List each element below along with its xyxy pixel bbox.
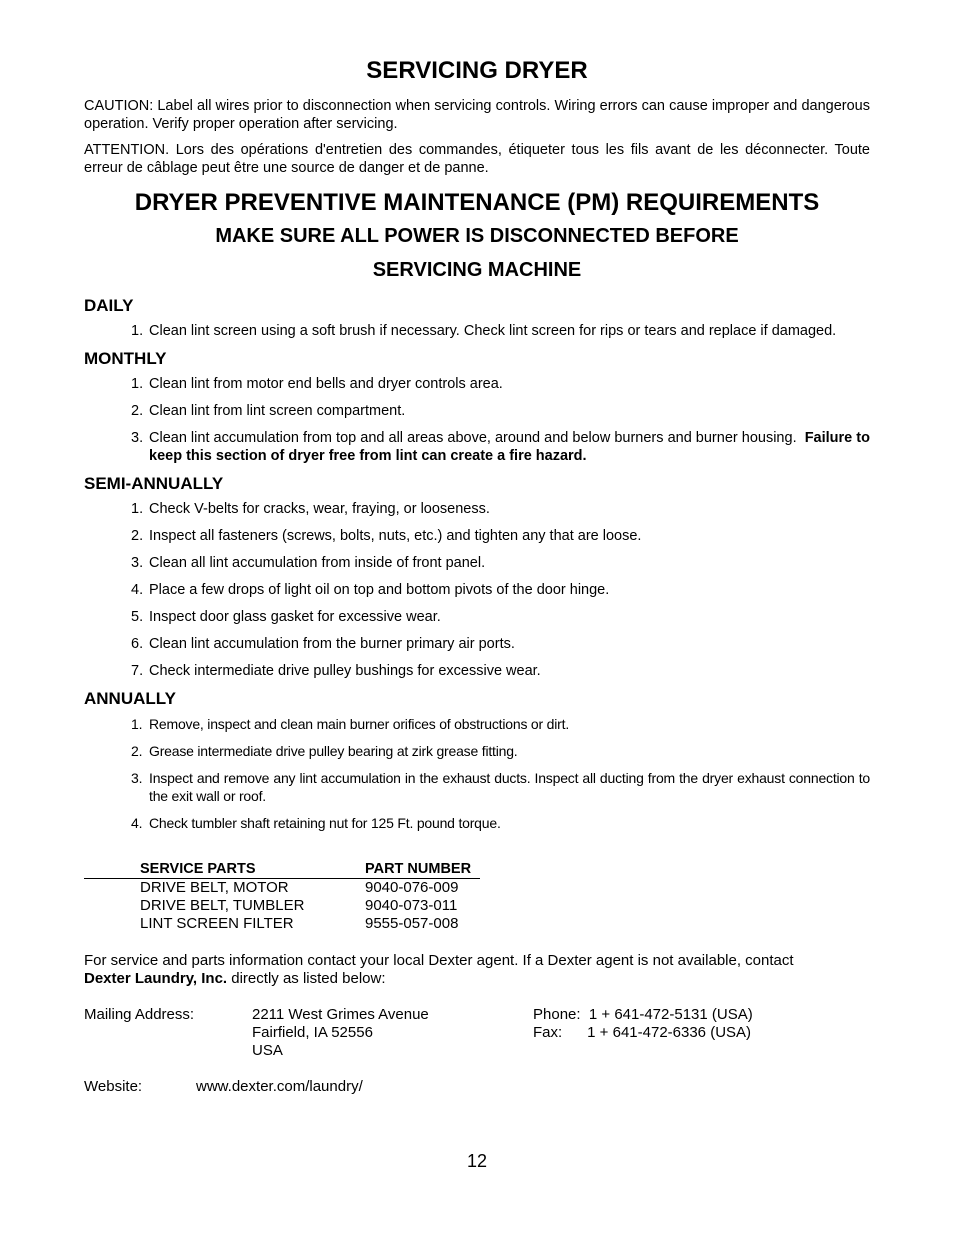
power-warning-line2: SERVICING MACHINE <box>372 259 582 281</box>
semi-annually-list <box>84 500 870 680</box>
list-item: 2. Grease intermediate drive pulley bearing at zirk grease fitting. <box>131 743 518 759</box>
list-item: 3. Inspect and remove any lint accumulation in the exhaust ducts. Inspect all ducting from the dryer exhaust connection to the exit wall or roof. <box>131 770 870 804</box>
list-item: 2. Clean lint from lint screen compartment. <box>131 403 406 419</box>
mailing-address-label: Mailing Address: <box>84 1006 195 1023</box>
list-item: 1. Clean lint screen using a soft brush if necessary. Check lint screen for rips or tears and replace if damaged. <box>131 323 837 339</box>
list-item: 3. Clean lint accumulation from top and all areas above, around and below burners and burner housing. Failure to keep this section of dryer free from lint can create a fire hazard. <box>131 430 870 464</box>
mailing-address: 2211 West Grimes Avenue Fairfield, IA 52556 USA <box>252 1006 429 1059</box>
list-item: 5. Inspect door glass gasket for excessive wear. <box>131 609 441 625</box>
part-number: 9040-076-009 <box>365 879 459 896</box>
pm-title: DRYER PREVENTIVE MAINTENANCE (PM) REQUIREMENTS <box>134 189 820 216</box>
list-item: 7. Check intermediate drive pulley bushings for excessive wear. <box>131 663 541 679</box>
monthly-list <box>84 375 870 465</box>
list-item: 1. Check V-belts for cracks, wear, fraying, or looseness. <box>131 501 490 517</box>
list-item: 1. Remove, inspect and clean main burner orifices of obstructions or dirt. <box>131 716 570 732</box>
phone-fax <box>533 1006 753 1060</box>
service-parts-table <box>84 860 870 933</box>
annually-heading: ANNUALLY <box>84 689 176 708</box>
mailing-address-block <box>84 1006 870 1060</box>
fire-hazard-warning: Failure to keep this section of dryer free from lint can create a fire hazard. <box>149 430 870 464</box>
phone-number: Phone: 1 + 641-472-5131 (USA) <box>533 1006 753 1023</box>
part-number: 9040-073-011 <box>365 897 458 914</box>
annually-list <box>84 715 870 832</box>
parts-table-header <box>84 860 480 879</box>
daily-heading: DAILY <box>84 296 134 315</box>
part-name: DRIVE BELT, TUMBLER <box>140 897 305 914</box>
page-content <box>84 52 870 1096</box>
caution-text: CAUTION: Label all wires prior to disconnection when servicing controls. Wiring errors can cause improper and dangerous operation. Verify proper operation after servicing. <box>84 98 870 132</box>
table-row <box>84 897 870 915</box>
list-item: 2. Inspect all fasteners (screws, bolts, nuts, etc.) and tighten any that are loose. <box>131 528 642 544</box>
table-row <box>84 915 870 933</box>
monthly-heading: MONTHLY <box>84 349 167 368</box>
table-row <box>84 879 870 897</box>
part-name: LINT SCREEN FILTER <box>140 915 294 932</box>
semi-annually-heading: SEMI-ANNUALLY <box>84 474 224 493</box>
daily-list <box>84 322 870 340</box>
part-number: 9555-057-008 <box>365 915 459 932</box>
power-warning-line1: MAKE SURE ALL POWER IS DISCONNECTED BEFORE <box>215 225 739 247</box>
website-label: Website: <box>84 1078 143 1095</box>
contact-paragraph: For service and parts information contact your local Dexter agent. If a Dexter agent is not available, contact Dexter Laundry, Inc. directly as listed below: <box>84 952 794 987</box>
website-block <box>84 1078 870 1096</box>
list-item: 4. Place a few drops of light oil on top and bottom pivots of the door hinge. <box>131 582 610 598</box>
part-number-header: PART NUMBER <box>365 861 472 877</box>
list-item: 6. Clean lint accumulation from the burner primary air ports. <box>131 636 515 652</box>
fax-number: Fax: 1 + 641-472-6336 (USA) <box>533 1024 752 1041</box>
list-item: 3. Clean all lint accumulation from inside of front panel. <box>131 555 486 571</box>
company-name: Dexter Laundry, Inc. <box>84 970 228 987</box>
list-item: 4. Check tumbler shaft retaining nut for 125 Ft. pound torque. <box>131 815 501 831</box>
part-name: DRIVE BELT, MOTOR <box>140 879 289 896</box>
website-url: www.dexter.com/laundry/ <box>196 1078 363 1095</box>
list-item: 1. Clean lint from motor end bells and dryer controls area. <box>131 376 503 392</box>
attention-text: ATTENTION. Lors des opérations d'entretien des commandes, étiqueter tous les fils avant de les déconnecter. Toute erreur de câblage peut être une source de danger et de panne. <box>84 142 870 176</box>
page-number: 12 <box>466 1151 488 1171</box>
page-title: SERVICING DRYER <box>366 57 588 84</box>
service-parts-header: SERVICE PARTS <box>140 861 256 877</box>
